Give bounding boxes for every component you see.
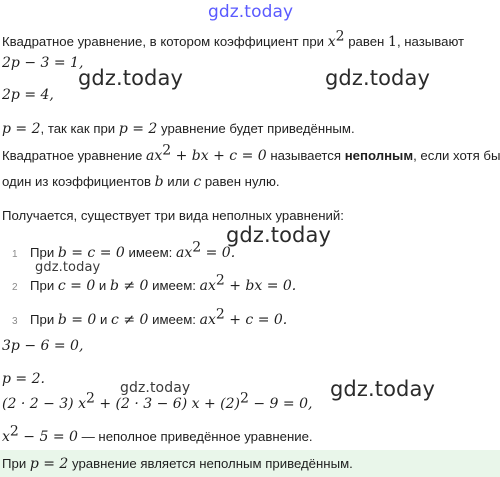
math-cond: c = 0 — [57, 278, 96, 294]
text: равен нулю. — [201, 174, 280, 189]
text: или — [163, 174, 194, 189]
coefficients-line — [2, 174, 280, 191]
list-number: 1 — [12, 249, 18, 260]
math-rest: = 0. — [201, 245, 236, 261]
equation-p-2: p = 2. — [2, 371, 45, 387]
math-var: b — [154, 174, 164, 190]
list-item — [2, 272, 297, 295]
math-cond: b = 0 — [57, 312, 97, 328]
text: равен — [344, 34, 389, 49]
text: При — [30, 312, 58, 327]
math-var: c — [193, 174, 202, 190]
math-exp: 2 — [162, 142, 172, 159]
math-eq: p = 2 — [118, 121, 158, 137]
text: , так как при — [40, 121, 119, 136]
math-exp: 2 — [239, 390, 249, 407]
math-part: − 9 = 0, — [248, 396, 313, 412]
math-var: ax — [199, 312, 216, 328]
three-types-line: Получается, существует три вида неполных уравнений: — [2, 208, 344, 223]
text: уравнение является неполным приведённым. — [68, 456, 353, 471]
math-exp: 2 — [215, 306, 225, 323]
text: При — [2, 456, 30, 471]
text: называется — [266, 148, 345, 163]
math-var: x — [327, 34, 336, 50]
math-rest: + bx + c = 0 — [171, 148, 267, 164]
text: , называют — [396, 34, 465, 49]
math-eq: p = 2 — [2, 121, 41, 137]
math-exp: 2 — [215, 272, 225, 289]
math-var: ax — [176, 245, 193, 261]
equation-2p-3: 2p − 3 = 1, — [2, 55, 84, 71]
math-exp: 2 — [192, 239, 202, 256]
equation-3p-6: 3p − 6 = 0, — [2, 338, 84, 354]
list-item — [2, 239, 236, 262]
list-item — [2, 306, 288, 329]
equation-2p-4: 2p = 4, — [2, 87, 54, 103]
watermark-list-small: gdz.today — [35, 260, 101, 275]
watermark-mid-left: gdz.today — [78, 66, 183, 90]
watermark-mid-right: gdz.today — [325, 66, 430, 90]
math-exp: 2 — [335, 28, 345, 45]
result-line — [2, 423, 313, 446]
math-exp: 2 — [85, 390, 95, 407]
math-part: + (2 · 3 − 6) x + (2) — [94, 396, 240, 412]
math-var: ax — [199, 278, 216, 294]
math-part: (2 · 2 − 3) x — [2, 396, 86, 412]
math-var: ax — [146, 148, 163, 164]
watermark-top: gdz.today — [208, 2, 294, 22]
text: , если хотя бы — [413, 148, 500, 163]
text: и — [96, 312, 112, 327]
list-number: 3 — [12, 316, 18, 327]
math-rest: + bx = 0. — [224, 278, 297, 294]
definition-line — [2, 28, 465, 51]
math-cond: c ≠ 0 — [111, 312, 149, 328]
text: Квадратное уравнение, в котором коэффициент при — [2, 34, 328, 49]
text: имеем: — [148, 312, 200, 327]
watermark-list: gdz.today — [226, 223, 331, 247]
math-rest: − 5 = 0 — [18, 429, 78, 445]
p-equals-2-line — [2, 121, 355, 138]
text: и — [95, 278, 110, 293]
substitution-equation — [2, 390, 313, 413]
incomplete-definition-line — [2, 142, 500, 165]
math-exp: 2 — [9, 423, 19, 440]
math-rest: + c = 0. — [224, 312, 288, 328]
text: имеем: — [148, 278, 200, 293]
text: уравнение будет приведённым. — [157, 121, 355, 136]
text: один из коэффициентов — [2, 174, 155, 189]
watermark-low-small: gdz.today — [120, 380, 191, 396]
watermark-low-right: gdz.today — [330, 377, 435, 401]
text: имеем: — [124, 245, 176, 260]
math-num: 1 — [388, 34, 397, 50]
answer-highlight — [0, 450, 500, 477]
text: — неполное приведённое уравнение. — [77, 429, 313, 444]
math-eq: p = 2 — [29, 456, 69, 472]
text: Квадратное уравнение — [2, 148, 146, 163]
answer-line — [2, 456, 353, 473]
math-var: x — [2, 429, 10, 445]
text: При — [30, 245, 58, 260]
bold-term: неполным — [344, 148, 414, 163]
list-number: 2 — [12, 282, 18, 293]
text: При — [30, 278, 58, 293]
math-cond: b ≠ 0 — [109, 278, 149, 294]
math-cond: b = c = 0 — [57, 245, 125, 261]
